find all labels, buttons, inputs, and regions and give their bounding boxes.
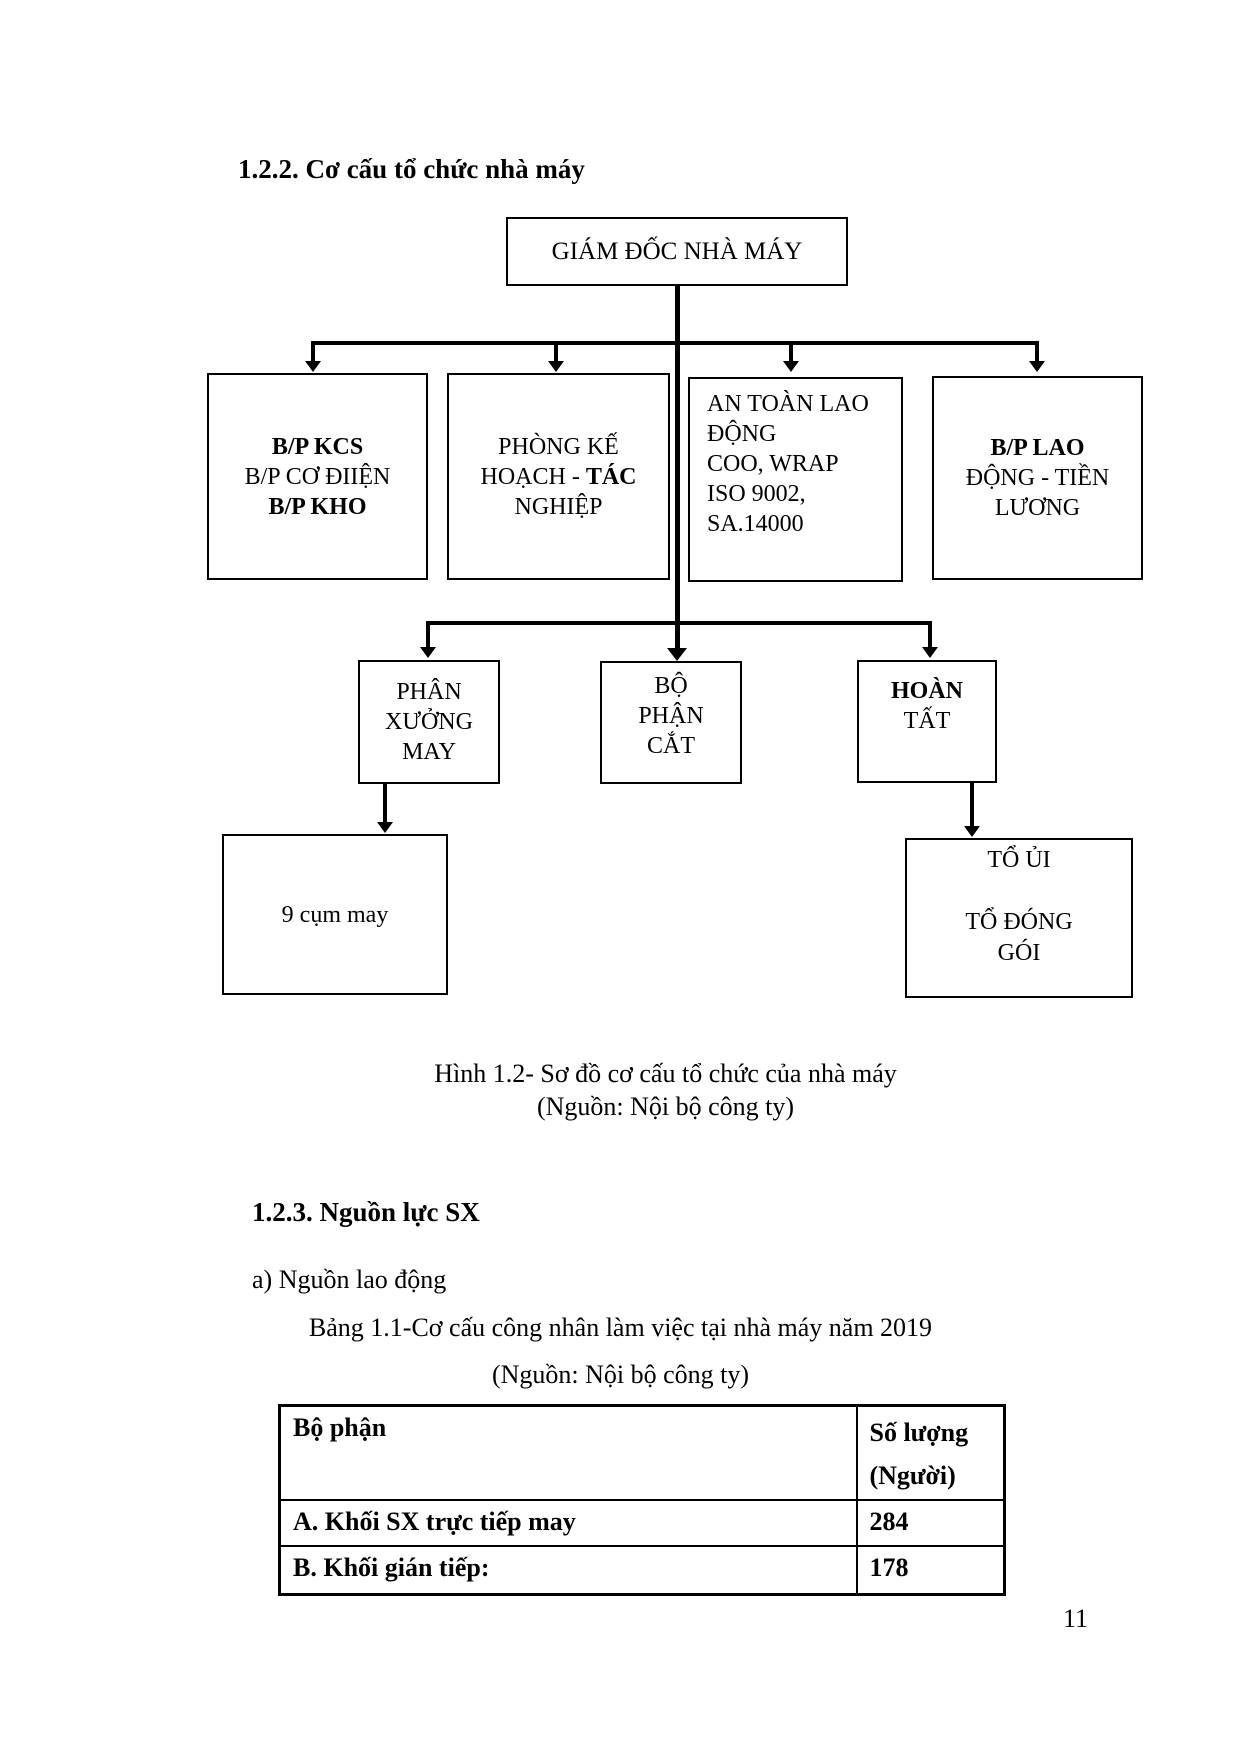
arrow-down-icon xyxy=(420,647,436,658)
table-header-quantity-line1: Số lượng xyxy=(869,1418,969,1447)
arrow-stem xyxy=(554,341,558,362)
org-box-labor-line3: LƯƠNG xyxy=(994,495,1081,521)
org-box-planning-line2b: TÁC xyxy=(585,463,637,490)
arrow-down-icon xyxy=(922,647,938,658)
arrow-down-icon xyxy=(667,648,687,661)
connector-level2 xyxy=(311,341,1039,345)
table-source: (Nguồn: Nội bộ công ty) xyxy=(491,1360,750,1389)
org-box-sewing-line2: XƯỞNG xyxy=(385,709,473,735)
figure-caption-source: (Nguồn: Nội bộ công ty) xyxy=(536,1092,795,1121)
org-box-kcs-line3: B/P KHO xyxy=(268,493,367,520)
org-box-finishing-line1: HOÀN xyxy=(891,678,963,704)
org-box-sewing-clusters xyxy=(222,834,448,995)
table-cell-label: A. Khối SX trực tiếp may xyxy=(280,1500,857,1546)
org-box-cutting-line3: CẮT xyxy=(647,733,695,759)
org-box-safety-line2: ĐỘNG xyxy=(707,421,777,447)
arrow-stem xyxy=(970,783,974,827)
org-box-planning-line2a: HOẠCH - xyxy=(480,463,586,490)
figure-caption-title: Hình 1.2- Sơ đồ cơ cấu tổ chức của nhà máy xyxy=(434,1059,897,1088)
org-box-safety-line3: COO, WRAP xyxy=(707,451,839,477)
org-box-finishing-line2: TẤT xyxy=(903,708,951,734)
arrow-down-icon xyxy=(548,361,564,372)
workforce-table xyxy=(278,1404,1006,1596)
table-row xyxy=(280,1546,1005,1595)
arrow-down-icon xyxy=(377,822,393,833)
arrow-stem xyxy=(928,621,932,648)
table-cell-value: 178 xyxy=(857,1546,1005,1595)
org-box-labor-wages xyxy=(932,376,1143,580)
table-header-department: Bộ phận xyxy=(280,1406,857,1500)
org-box-sewing-line1: PHÂN xyxy=(396,679,462,705)
org-box-cutting-line1: BỘ xyxy=(654,673,688,699)
org-box-ironing-line: TỔ ỦI xyxy=(987,847,1051,873)
org-box-director-label: GIÁM ĐỐC NHÀ MÁY xyxy=(551,237,803,265)
table-header-row xyxy=(280,1406,1005,1500)
org-box-director xyxy=(506,217,848,286)
org-box-planning-line3: NGHIỆP xyxy=(514,493,603,520)
org-box-labor-line2: ĐỘNG - TIỀN xyxy=(965,465,1110,491)
table-header-quantity-line2: (Người) xyxy=(869,1461,956,1490)
org-box-planning-line1: PHÒNG KẾ xyxy=(498,433,619,460)
org-box-ironing-packing xyxy=(905,838,1133,998)
org-box-packing-line2: GÓI xyxy=(997,940,1041,966)
org-box-packing-line1: TỔ ĐÓNG xyxy=(965,909,1073,935)
org-box-kcs xyxy=(207,373,428,580)
org-box-cutting-dept xyxy=(600,661,742,784)
arrow-down-icon xyxy=(1029,361,1045,372)
org-box-planning-line2 xyxy=(481,462,637,492)
org-box-planning xyxy=(447,373,670,580)
org-box-sewing-line3: MAY xyxy=(402,739,456,765)
arrow-down-icon xyxy=(783,361,799,372)
connector-level3 xyxy=(426,621,932,625)
table-row xyxy=(280,1500,1005,1546)
page-number: 11 xyxy=(1063,1604,1089,1633)
figure-caption xyxy=(45,1057,1241,1123)
arrow-stem xyxy=(311,341,315,362)
arrow-stem xyxy=(426,621,430,648)
arrow-stem xyxy=(383,784,387,823)
org-box-sewing-workshop xyxy=(358,660,500,784)
org-box-finishing xyxy=(857,660,997,783)
arrow-stem xyxy=(789,341,793,362)
arrow-down-icon xyxy=(964,826,980,837)
section-heading-1-2-3: 1.2.3. Nguồn lực SX xyxy=(252,1197,480,1227)
arrow-down-icon xyxy=(305,361,321,372)
org-box-safety-line1: AN TOÀN LAO xyxy=(707,391,869,417)
table-cell-value: 284 xyxy=(857,1500,1005,1546)
org-box-safety-line5: SA.14000 xyxy=(707,511,804,537)
org-box-cutting-line2: PHẬN xyxy=(638,703,704,729)
section-heading-1-2-2: 1.2.2. Cơ cấu tổ chức nhà máy xyxy=(238,154,585,184)
table-cell-label: B. Khối gián tiếp: xyxy=(280,1546,857,1595)
item-a-label: a) Nguồn lao động xyxy=(252,1265,447,1294)
org-box-kcs-line2: B/P CƠ ĐIIỆN xyxy=(244,463,391,490)
org-box-labor-line1: B/P LAO xyxy=(990,435,1085,461)
org-box-kcs-line1: B/P KCS xyxy=(271,433,364,460)
table-header-quantity xyxy=(857,1406,1005,1500)
arrow-stem xyxy=(1035,341,1039,362)
org-box-safety xyxy=(688,377,903,582)
org-box-safety-line4: ISO 9002, xyxy=(707,481,806,507)
org-box-sewing-clusters-label: 9 cụm may xyxy=(281,901,389,928)
table-caption: Bảng 1.1-Cơ cấu công nhân làm việc tại nhà máy năm 2019 xyxy=(308,1313,933,1342)
